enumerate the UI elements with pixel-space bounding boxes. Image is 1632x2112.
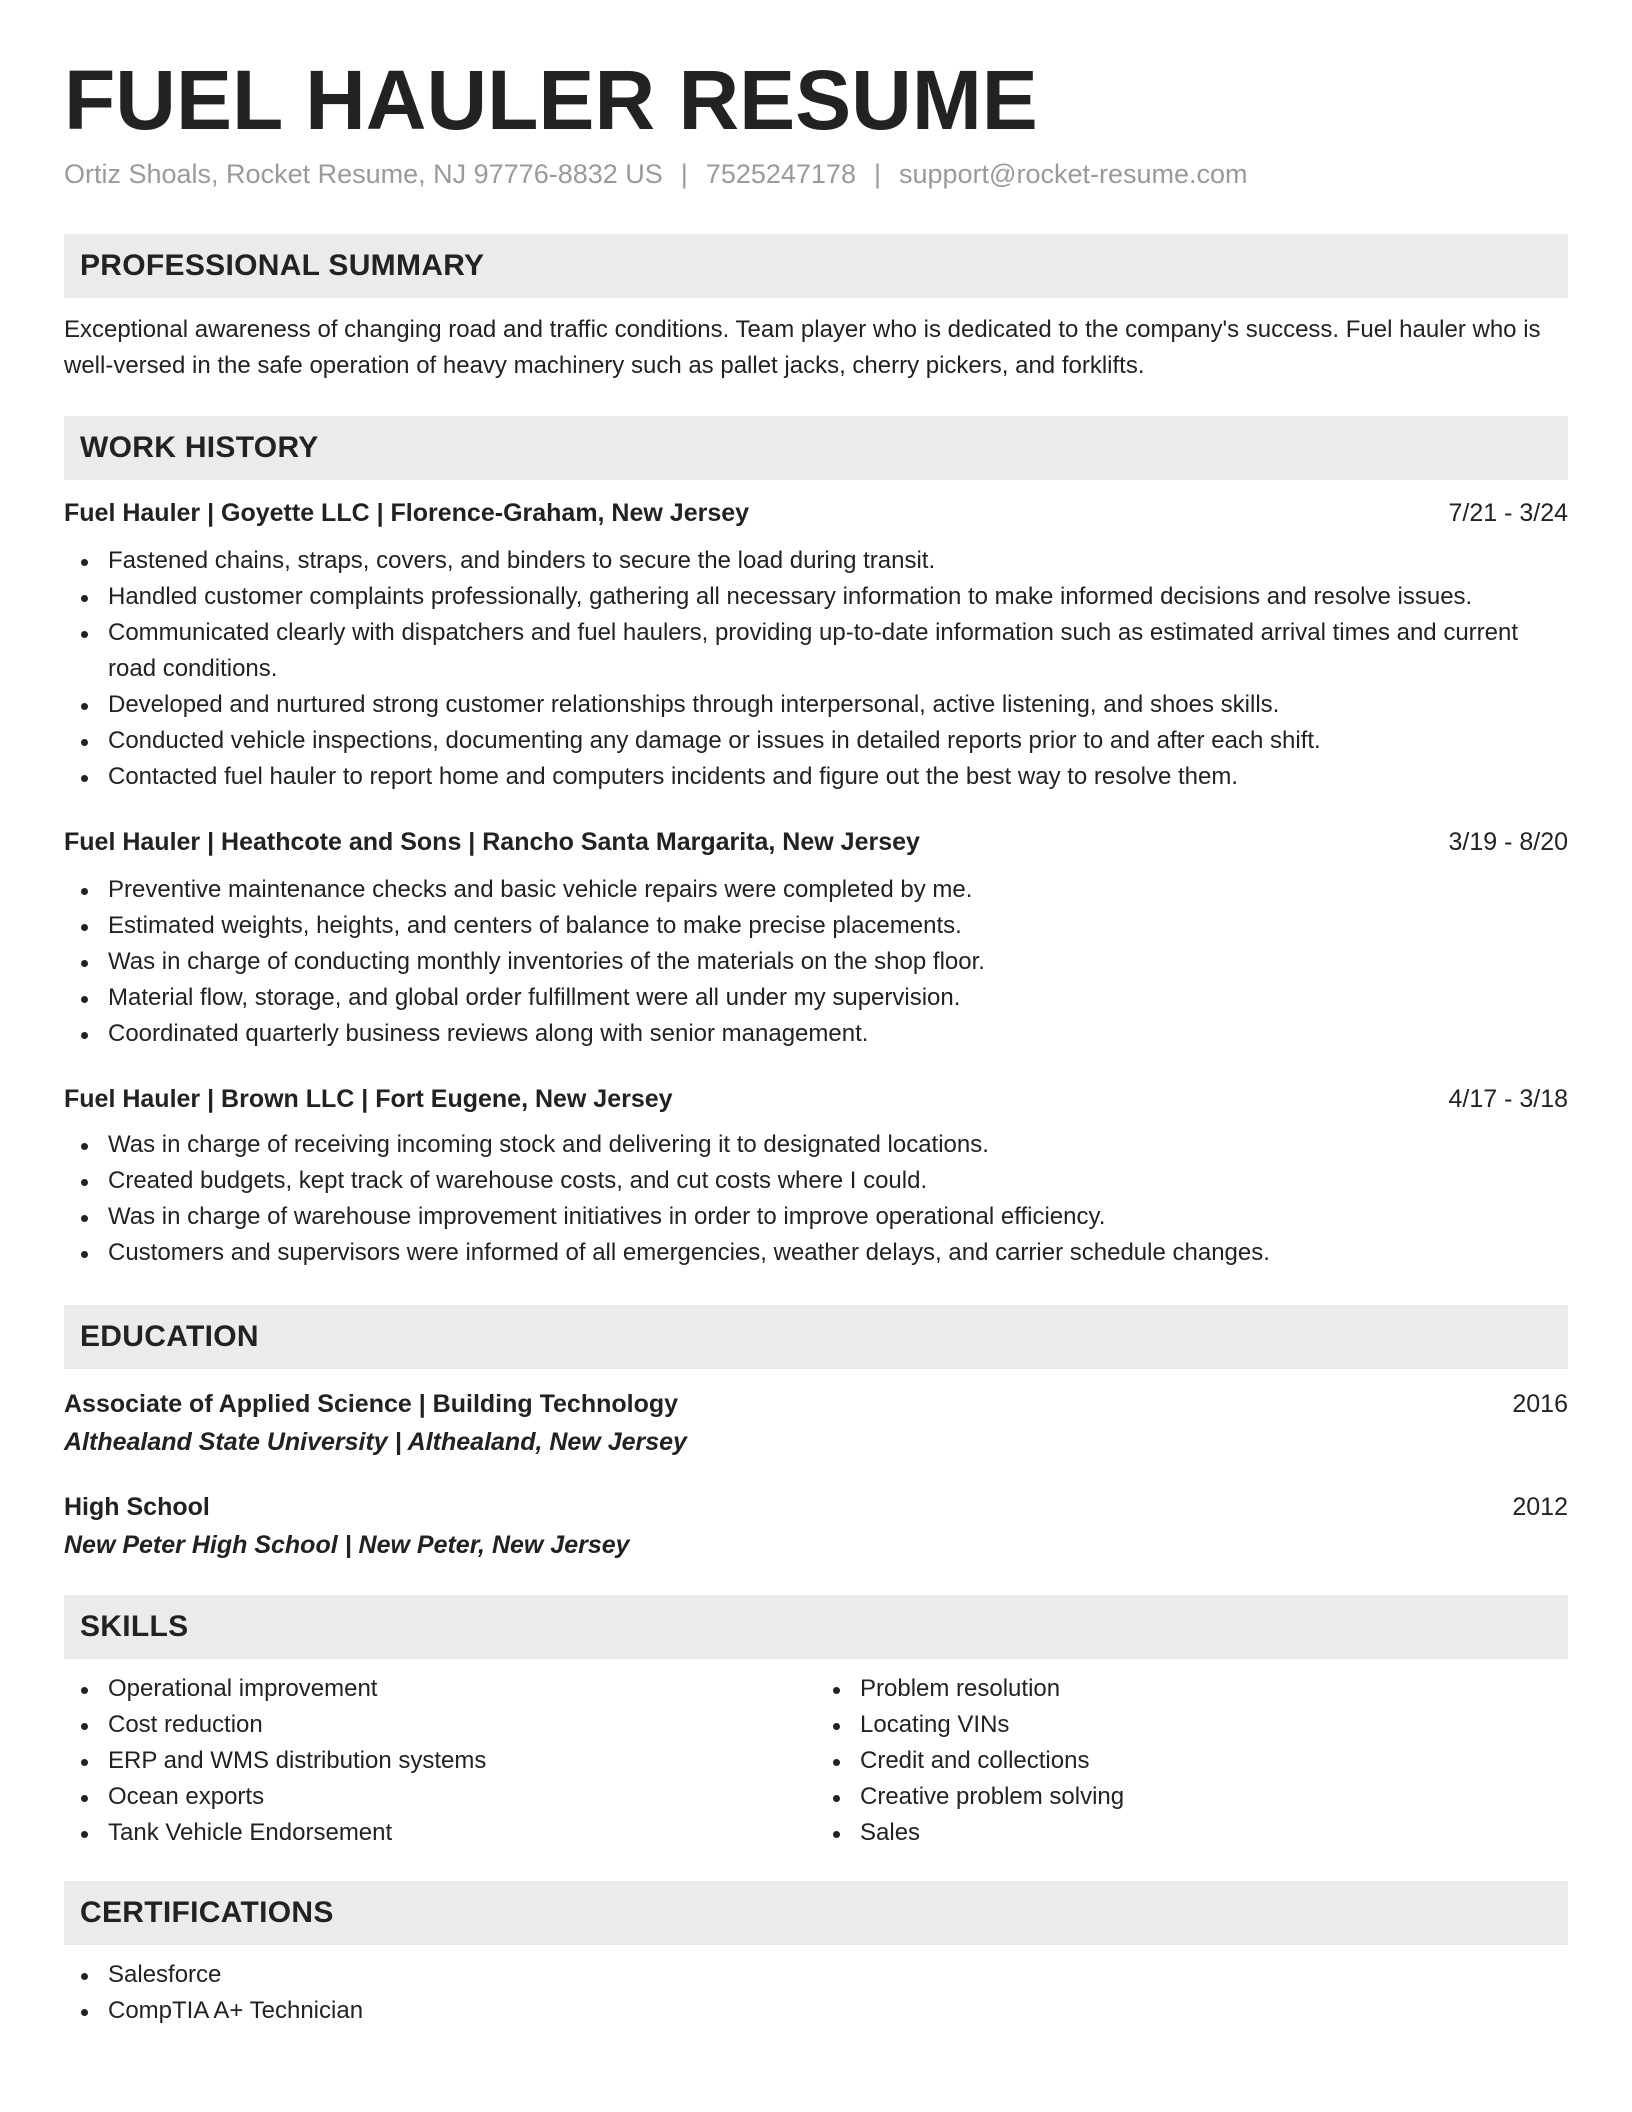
skill-item: Tank Vehicle Endorsement	[64, 1815, 816, 1851]
list-item: Coordinated quarterly business reviews along with senior management.	[64, 1016, 1568, 1052]
skill-item: Creative problem solving	[816, 1779, 1568, 1815]
summary-heading: PROFESSIONAL SUMMARY	[64, 234, 1568, 298]
skills-column-left	[64, 1671, 816, 1851]
certifications-heading: CERTIFICATIONS	[64, 1881, 1568, 1945]
job-bullets	[64, 543, 1568, 795]
job-title: Fuel Hauler | Goyette LLC | Florence-Graham, New Jersey	[64, 498, 750, 527]
contact-separator: |	[680, 159, 688, 190]
job-entry	[64, 496, 1568, 795]
education-year: 2016	[1512, 1389, 1568, 1418]
education-school: New Peter High School | New Peter, New Jersey	[64, 1530, 630, 1559]
job-dates: 7/21 - 3/24	[1448, 498, 1568, 527]
education-heading: EDUCATION	[64, 1305, 1568, 1369]
skill-item: Operational improvement	[64, 1671, 816, 1707]
job-bullets	[64, 872, 1568, 1052]
list-item: Was in charge of receiving incoming stock and delivering it to designated locations.	[64, 1127, 1568, 1163]
certification-item: Salesforce	[64, 1957, 1568, 1993]
contact-separator: |	[873, 159, 881, 190]
skill-item: Locating VINs	[816, 1707, 1568, 1743]
list-item: Was in charge of warehouse improvement initiatives in order to improve operational efficiency.	[64, 1199, 1568, 1235]
certifications-list	[64, 1957, 1568, 2029]
job-entry	[64, 825, 1568, 1052]
list-item: Fastened chains, straps, covers, and binders to secure the load during transit.	[64, 543, 1568, 579]
contact-phone: 7525247178	[705, 159, 856, 190]
education-entry	[64, 1490, 1568, 1565]
skill-item: Ocean exports	[64, 1779, 816, 1815]
job-title: Fuel Hauler | Brown LLC | Fort Eugene, New Jersey	[64, 1084, 673, 1113]
job-dates: 3/19 - 8/20	[1448, 827, 1568, 856]
list-item: Preventive maintenance checks and basic vehicle repairs were completed by me.	[64, 872, 1568, 908]
skill-item: Credit and collections	[816, 1743, 1568, 1779]
skills-column-right	[816, 1671, 1568, 1851]
work-history-heading: WORK HISTORY	[64, 416, 1568, 480]
resume-title: FUEL HAULER RESUME	[64, 53, 1038, 147]
summary-text: Exceptional awareness of changing road and traffic conditions. Team player who is dedicated to the company's success. Fuel hauler who is well-versed in the safe operation of heavy machinery such as pallet jacks, cherry pickers, and forklifts.	[64, 315, 1541, 379]
education-entry	[64, 1387, 1568, 1462]
skills-grid	[64, 1671, 1568, 1851]
education-degree: Associate of Applied Science | Building Technology	[64, 1389, 679, 1418]
list-item: Material flow, storage, and global order fulfillment were all under my supervision.	[64, 980, 1568, 1016]
list-item: Communicated clearly with dispatchers and fuel haulers, providing up-to-date information such as estimated arrival times and current road conditions.	[64, 615, 1568, 687]
certification-item: CompTIA A+ Technician	[64, 1993, 1568, 2029]
job-bullets	[64, 1127, 1568, 1271]
skill-item: Problem resolution	[816, 1671, 1568, 1707]
job-dates: 4/17 - 3/18	[1448, 1084, 1568, 1113]
list-item: Handled customer complaints professionally, gathering all necessary information to make informed decisions and resolve issues.	[64, 579, 1568, 615]
skill-item: Sales	[816, 1815, 1568, 1851]
list-item: Estimated weights, heights, and centers of balance to make precise placements.	[64, 908, 1568, 944]
education-degree: High School	[64, 1492, 210, 1521]
contact-email[interactable]: support@rocket-resume.com	[898, 159, 1248, 190]
list-item: Contacted fuel hauler to report home and computers incidents and figure out the best way to resolve them.	[64, 759, 1568, 795]
list-item: Customers and supervisors were informed of all emergencies, weather delays, and carrier schedule changes.	[64, 1235, 1568, 1271]
skills-heading: SKILLS	[64, 1595, 1568, 1659]
education-school: Althealand State University | Althealand, New Jersey	[64, 1427, 687, 1456]
education-year: 2012	[1512, 1492, 1568, 1521]
list-item: Was in charge of conducting monthly inventories of the materials on the shop floor.	[64, 944, 1568, 980]
job-entry	[64, 1082, 1568, 1271]
skill-item: Cost reduction	[64, 1707, 816, 1743]
contact-address: Ortiz Shoals, Rocket Resume, NJ 97776-8832 US	[64, 159, 663, 190]
skill-item: ERP and WMS distribution systems	[64, 1743, 816, 1779]
contact-line	[64, 156, 1568, 194]
list-item: Conducted vehicle inspections, documenting any damage or issues in detailed reports prior to and after each shift.	[64, 723, 1568, 759]
list-item: Created budgets, kept track of warehouse costs, and cut costs where I could.	[64, 1163, 1568, 1199]
list-item: Developed and nurtured strong customer relationships through interpersonal, active listening, and shoes skills.	[64, 687, 1568, 723]
job-title: Fuel Hauler | Heathcote and Sons | Rancho Santa Margarita, New Jersey	[64, 827, 920, 856]
